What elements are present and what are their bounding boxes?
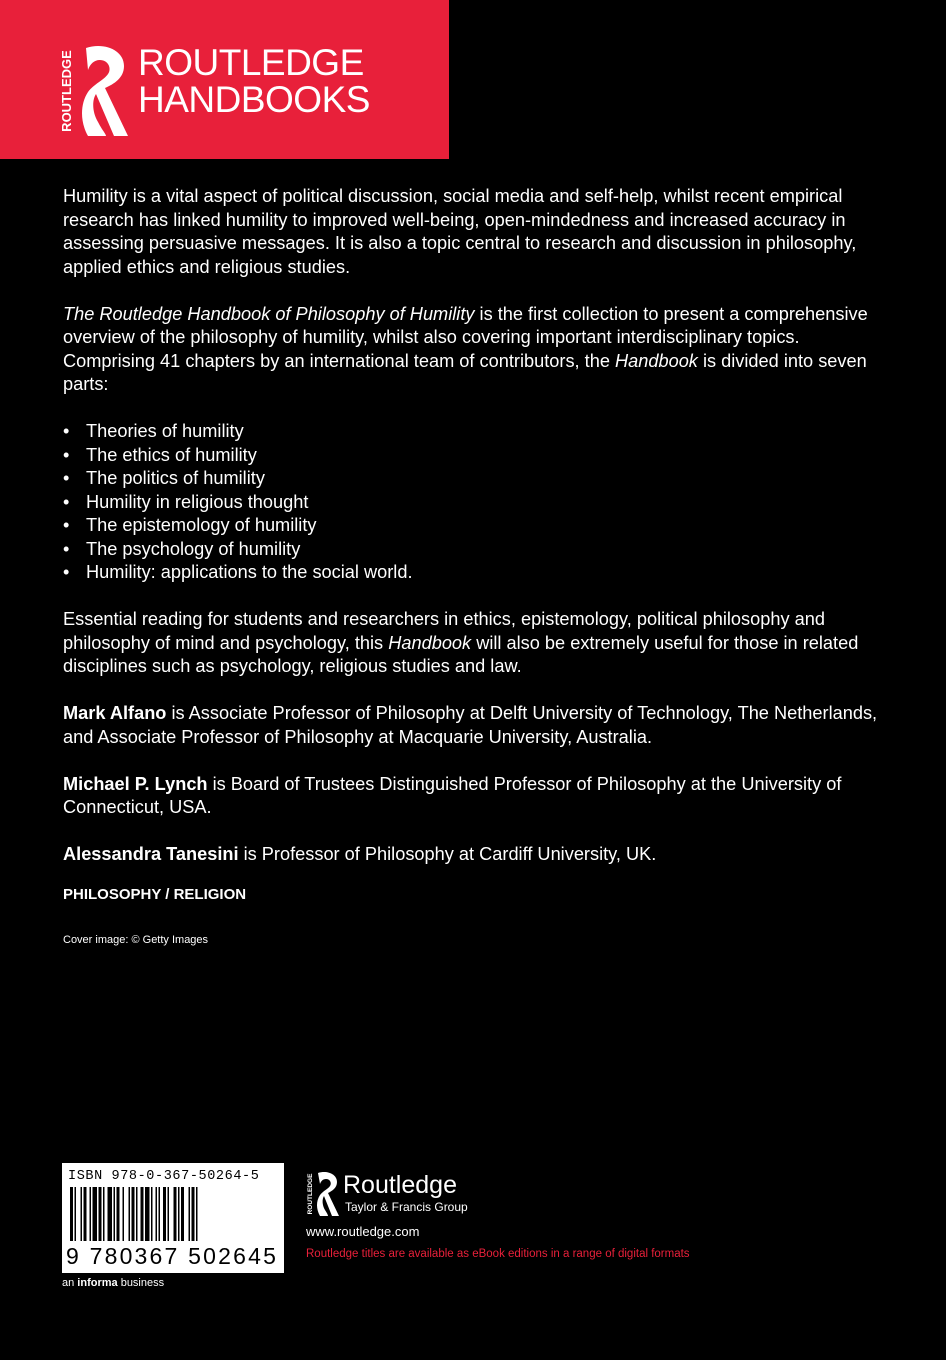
barcode-bar	[174, 1187, 177, 1241]
handbook-word: Handbook	[614, 350, 698, 371]
barcode-bar	[196, 1187, 198, 1241]
routledge-vertical-logotype: ROUTLEDGE	[59, 50, 74, 132]
list-item: • Humility: applications to the social world.	[63, 561, 883, 585]
barcode-digits: 9 780367 502645	[66, 1243, 279, 1269]
barcode-bar	[151, 1187, 153, 1241]
editor-bio	[63, 843, 883, 867]
overview-text-1: is the first collection to present a comprehensive overview of the philosophy of humility, whilst also covering important interdisciplinary topics. Comprising 41 chapters by an international team of contributors, the	[63, 303, 868, 371]
series-title	[138, 44, 370, 118]
barcode-bar	[90, 1187, 92, 1241]
list-item: • Humility in religious thought	[63, 491, 883, 515]
routledge-logo-icon	[58, 42, 134, 140]
intro-paragraph: Humility is a vital aspect of political discussion, social media and self-help, whilst recent empirical research has linked humility to improved well-being, open-mindedness and increased accuracy in assessing persuasive messages. It is also a topic central to research and discussion in philosophy, applied ethics and religious studies.	[63, 186, 857, 277]
publisher-group: Taylor & Francis Group	[345, 1200, 468, 1214]
barcode-bar	[181, 1187, 184, 1241]
isbn-barcode	[62, 1163, 284, 1273]
editor-name: Michael P. Lynch	[63, 773, 208, 794]
editor-name: Alessandra Tanesini	[63, 844, 239, 864]
handbook-word: Handbook	[388, 632, 472, 653]
audience-paragraph	[63, 608, 883, 679]
barcode-bar	[99, 1187, 102, 1241]
editor-bio-text: is Associate Professor of Philosophy at Delft University of Technology, The Netherlands, and Associate Professor of Philosophy at Macquarie University, Australia.	[63, 703, 878, 747]
informa-name: informa	[77, 1277, 118, 1289]
informa-tagline	[62, 1277, 164, 1289]
ebook-availability-note: Routledge titles are available as eBook editions in a range of digital formats	[306, 1248, 690, 1260]
parts-list	[63, 420, 883, 585]
barcode-bar	[189, 1187, 191, 1241]
informa-suffix: business	[117, 1277, 165, 1289]
list-item: • The psychology of humility	[63, 538, 883, 562]
publisher-name: Routledge	[343, 1171, 457, 1199]
series-title-line1: ROUTLEDGE	[138, 42, 364, 83]
audience-text-1: Essential reading for students and researchers in ethics, epistemology, political philosophy and philosophy of mind and psychology, this	[63, 609, 825, 653]
barcode-bar	[93, 1187, 98, 1241]
barcode-bar	[114, 1187, 116, 1241]
barcode-bar	[84, 1187, 87, 1241]
publisher-url[interactable]: www.routledge.com	[306, 1224, 420, 1239]
back-cover-content	[63, 185, 883, 952]
publisher-vertical-logotype: ROUTLEDGE	[307, 1173, 314, 1215]
barcode-bar	[129, 1187, 131, 1241]
barcode-bar	[108, 1187, 113, 1241]
barcode-bar	[75, 1187, 77, 1241]
barcode-bar	[156, 1187, 158, 1241]
barcode-bar	[70, 1187, 73, 1241]
isbn-label: ISBN 978-0-367-50264-5	[68, 1169, 260, 1184]
barcode-bar	[132, 1187, 135, 1241]
series-brand-block	[0, 0, 449, 159]
barcode-bar	[81, 1187, 83, 1241]
overview-text-2: is divided into seven parts:	[63, 350, 867, 394]
informa-prefix: an	[62, 1277, 78, 1289]
editor-name: Mark Alfano	[63, 703, 167, 723]
series-title-line2: HANDBOOKS	[138, 79, 370, 120]
barcode-bar	[159, 1187, 161, 1241]
barcode-bar	[123, 1187, 125, 1241]
barcode-bar	[192, 1187, 195, 1241]
barcode-bar	[178, 1187, 180, 1241]
list-item: • The epistemology of humility	[63, 514, 883, 538]
barcode-bar	[163, 1187, 166, 1241]
barcode-bar	[145, 1187, 150, 1241]
editor-bio-text: is Board of Trustees Distinguished Professor of Philosophy at the University of Connecticut, USA.	[63, 773, 842, 817]
editor-bio-text: is Professor of Philosophy at Cardiff University, UK.	[238, 844, 657, 864]
barcode-bar	[141, 1187, 144, 1241]
barcode-bar	[168, 1187, 170, 1241]
barcode-bar	[117, 1187, 120, 1241]
overview-paragraph	[63, 303, 883, 397]
barcode-bars	[62, 1187, 284, 1243]
editor-bio	[63, 773, 883, 820]
subject-category: PHILOSOPHY / RELIGION	[63, 885, 247, 903]
routledge-publisher-logo-icon	[306, 1170, 340, 1218]
list-item: • The politics of humility	[63, 467, 883, 491]
book-title: The Routledge Handbook of Philosophy of Humility	[63, 303, 475, 324]
list-item: • Theories of humility	[63, 420, 883, 444]
editor-bio	[63, 702, 883, 749]
list-item: • The ethics of humility	[63, 444, 883, 468]
barcode-bar	[103, 1187, 105, 1241]
barcode-bar	[136, 1187, 138, 1241]
audience-text-2: will also be extremely useful for those in related disciplines such as psychology, religious studies and law.	[63, 632, 859, 676]
cover-image-credit: Cover image: © Getty Images	[63, 933, 209, 946]
